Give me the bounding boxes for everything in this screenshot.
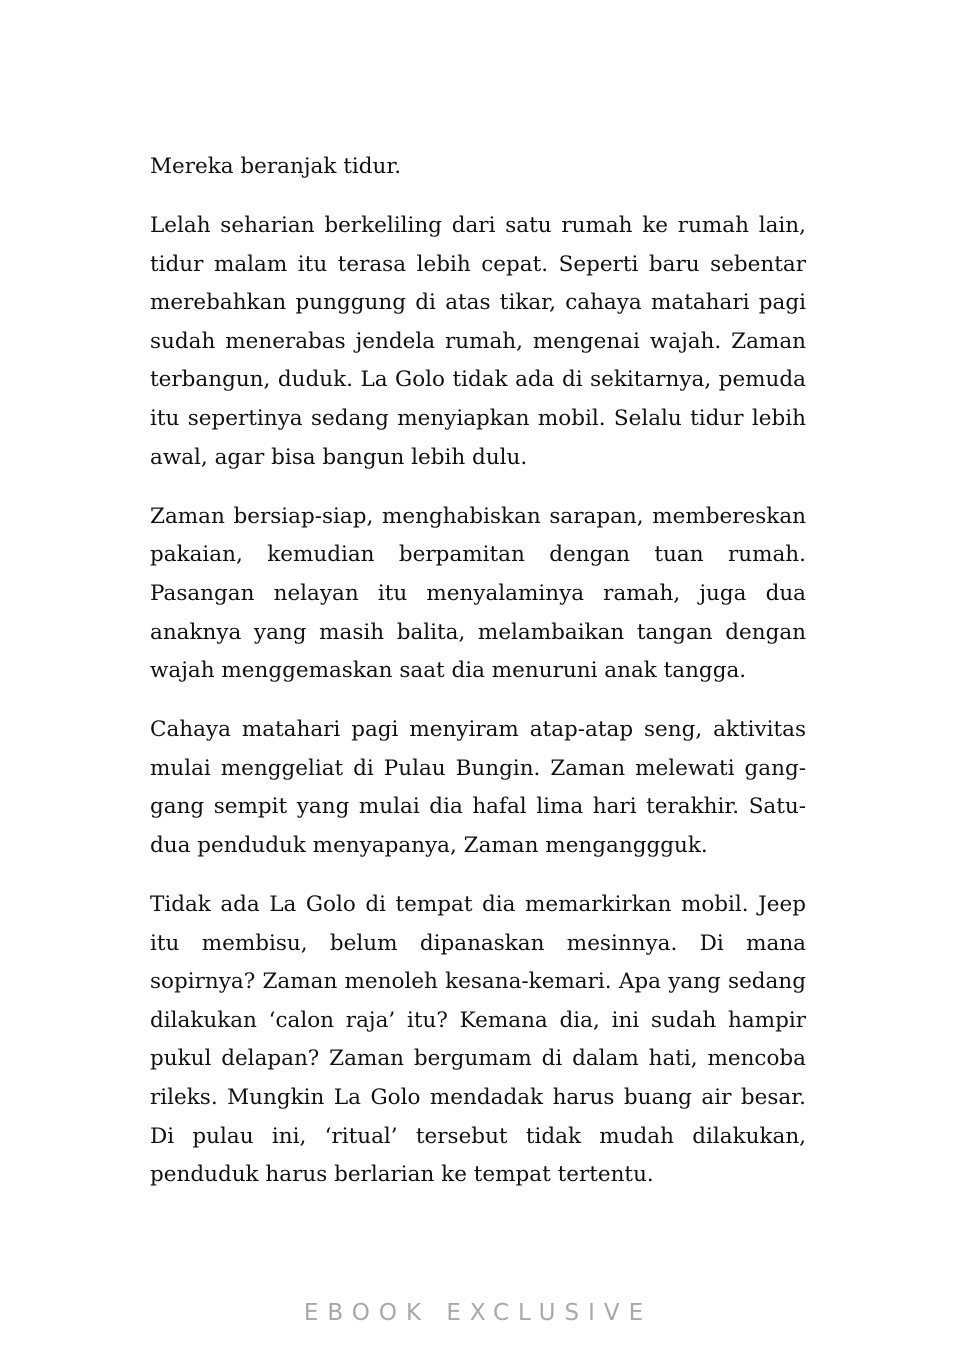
- paragraph-5: Tidak ada La Golo di tempat dia memarkirkan mobil. Jeep itu membisu, belum dipanaskan mesinnya. Di mana sopirnya? Zaman menoleh kesana-kemari. Apa yang sedang dilakukan ‘calon raja’ itu? Kemana dia, ini sudah hampir pukul delapan? Zaman bergumam di dalam hati, mencoba rileks. Mungkin La Golo mendadak harus buang air besar. Di pulau ini, ‘ritual’ tersebut tidak mudah dilakukan, penduduk harus berlarian ke tempat tertentu.: [150, 892, 806, 1188]
- paragraph-1: Mereka beranjak tidur.: [150, 154, 402, 179]
- paragraph-4: Cahaya matahari pagi menyiram atap-atap seng, aktivitas mulai menggeliat di Pulau Bungin. Zaman melewati gang-gang sempit yang mulai dia hafal lima hari terakhir. Satu-dua penduduk menyapanya, Zaman menganggguk.: [150, 717, 806, 858]
- body-text: [150, 148, 806, 1215]
- footer-label: EBOOK EXCLUSIVE: [303, 1300, 653, 1326]
- paragraph-3: Zaman bersiap-siap, menghabiskan sarapan, membereskan pakaian, kemudian berpamitan dengan tuan rumah. Pasangan nelayan itu menyalaminya ramah, juga dua anaknya yang masih balita, melambaikan tangan dengan wajah menggemaskan saat dia menuruni anak tangga.: [150, 503, 806, 684]
- paragraph-2: Lelah seharian berkeliling dari satu rumah ke rumah lain, tidur malam itu terasa lebih cepat. Seperti baru sebentar merebahkan punggung di atas tikar, cahaya matahari pagi sudah menerabas jendela rumah, mengenai wajah. Zaman terbangun, duduk. La Golo tidak ada di sekitarnya, pemuda itu sepertinya sedang menyiapkan mobil. Selalu tidur lebih awal, agar bisa bangun lebih dulu.: [150, 213, 806, 470]
